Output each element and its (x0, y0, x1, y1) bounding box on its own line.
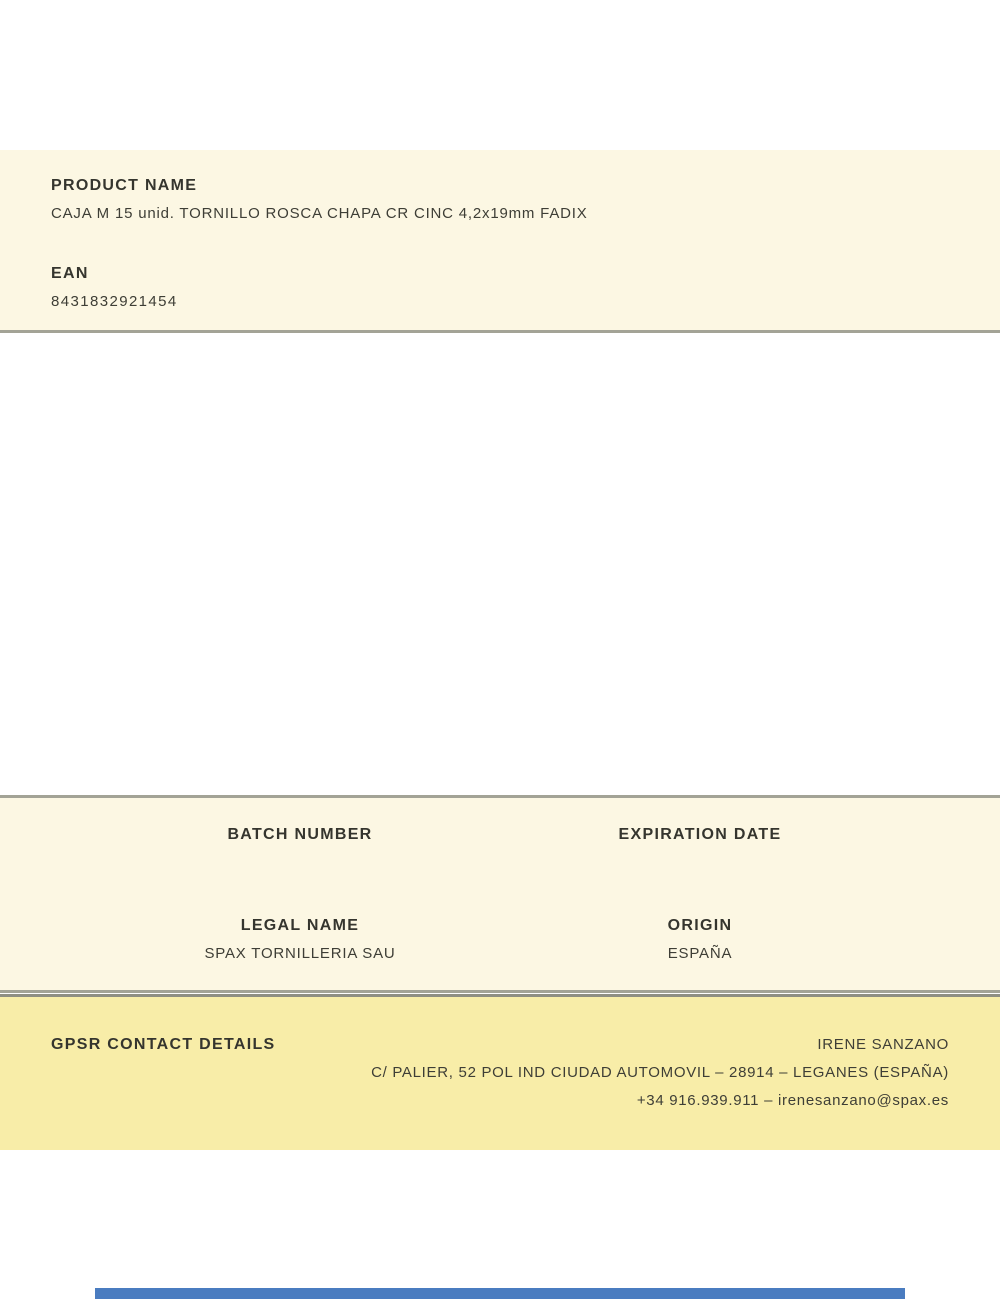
legal-name-value: SPAX TORNILLERIA SAU (204, 945, 396, 962)
expiration-date-field (500, 825, 900, 873)
gpsr-contact-title: GPSR CONTACT DETAILS (51, 1036, 276, 1053)
batch-expiration-row (0, 825, 1000, 873)
contact-address: C/ PALIER, 52 POL IND CIUDAD AUTOMOVIL – 28914 – LEGANES (ESPAÑA) (371, 1064, 949, 1081)
batch-number-label: BATCH NUMBER (227, 826, 373, 843)
details-section (0, 795, 1000, 993)
expiration-date-label: EXPIRATION DATE (618, 826, 782, 843)
contact-person-name: IRENE SANZANO (817, 1036, 949, 1053)
product-name-label: PRODUCT NAME (51, 177, 198, 194)
origin-label: ORIGIN (667, 917, 733, 934)
batch-number-field (100, 825, 500, 873)
ean-field (51, 264, 950, 312)
legal-name-label: LEGAL NAME (240, 917, 360, 934)
product-section (0, 150, 1000, 333)
gpsr-contact-lines (276, 1035, 949, 1111)
ean-label: EAN (51, 265, 89, 282)
contact-phone-email: +34 916.939.911 – irenesanzano@spax.es (636, 1092, 949, 1109)
batch-number-value (100, 853, 500, 873)
legal-name-field (100, 916, 500, 964)
origin-value: ESPAÑA (667, 945, 733, 962)
gpsr-contact-section (0, 994, 1000, 1150)
footer-bar (95, 1288, 905, 1299)
legal-origin-row (0, 916, 1000, 964)
expiration-date-value (500, 853, 900, 873)
origin-field (500, 916, 900, 964)
ean-value: 8431832921454 (51, 293, 178, 310)
product-name-value: CAJA M 15 unid. TORNILLO ROSCA CHAPA CR CINC 4,2x19mm FADIX (51, 205, 588, 222)
product-name-field (51, 176, 950, 224)
